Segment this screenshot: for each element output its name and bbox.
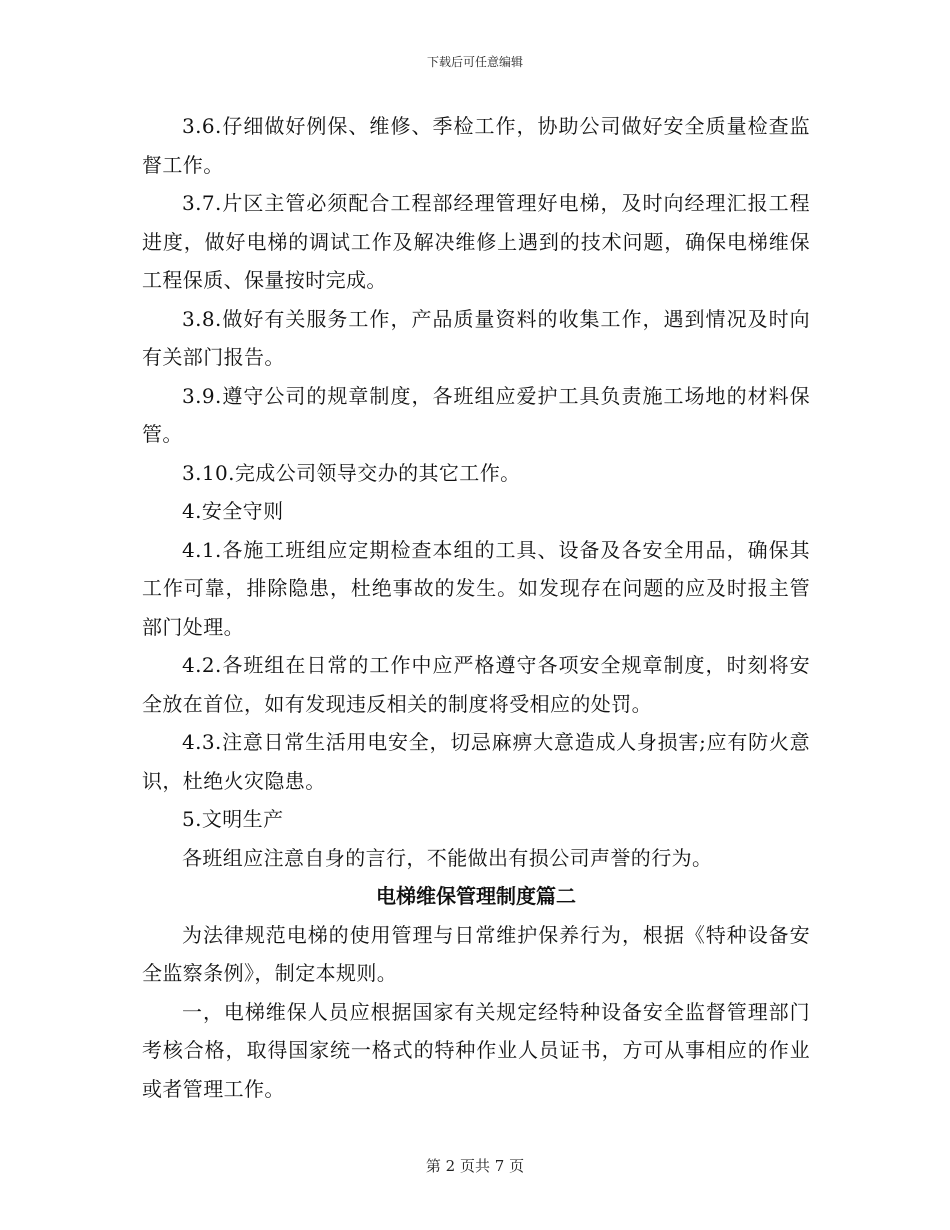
paragraph-3-7: 3.7.片区主管必须配合工程部经理管理好电梯，及时向经理汇报工程进度，做好电梯的调试工作及解决维修上遇到的技术问题，确保电梯维保工程保质、保量按时完成。 [142, 191, 810, 292]
heading-4-safety: 4.安全守则 [182, 499, 284, 523]
page-footer: 第 2 页共 7 页 [425, 1157, 525, 1175]
paragraph-3-10: 3.10.完成公司领导交办的其它工作。 [182, 460, 521, 485]
heading-5-civilized: 5.文明生产 [182, 807, 284, 831]
document-body [142, 107, 810, 1108]
paragraph-3-8: 3.8.做好有关服务工作，产品质量资料的收集工作，遇到情况及时向有关部门报告。 [142, 306, 810, 369]
paragraph-4-1: 4.1.各施工班组应定期检查本组的工具、设备及各安全用品，确保其工作可靠，排除隐患，杜绝事故的发生。如发现存在问题的应及时报主管部门处理。 [142, 537, 810, 639]
paragraph-4-3: 4.3.注意日常生活用电安全，切忌麻痹大意造成人身损害;应有防火意识，杜绝火灾隐患。 [142, 730, 810, 793]
paragraph-3-6: 3.6.仔细做好例保、维修、季检工作，协助公司做好安全质量检查监督工作。 [142, 114, 810, 177]
paragraph-3-9: 3.9.遵守公司的规章制度，各班组应爱护工具负责施工场地的材料保管。 [142, 383, 810, 446]
paragraph-4-2: 4.2.各班组在日常的工作中应严格遵守各项安全规章制度，时刻将安全放在首位，如有发现违反相关的制度将受相应的处罚。 [142, 653, 810, 716]
paragraph-5-body: 各班组应注意自身的言行，不能做出有损公司声誉的行为。 [182, 845, 713, 870]
paragraph-intro: 为法律规范电梯的使用管理与日常维护保养行为，根据《特种设备安全监察条例》，制定本规则。 [142, 922, 810, 985]
page-header: 下载后可任意编辑 [426, 55, 523, 69]
paragraph-rule-1: 一，电梯维保人员应根据国家有关规定经特种设备安全监督管理部门考核合格，取得国家统一格式的特种作业人员证书，方可从事相应的作业或者管理工作。 [142, 999, 810, 1101]
section-title: 电梯维保管理制度篇二 [376, 884, 576, 908]
